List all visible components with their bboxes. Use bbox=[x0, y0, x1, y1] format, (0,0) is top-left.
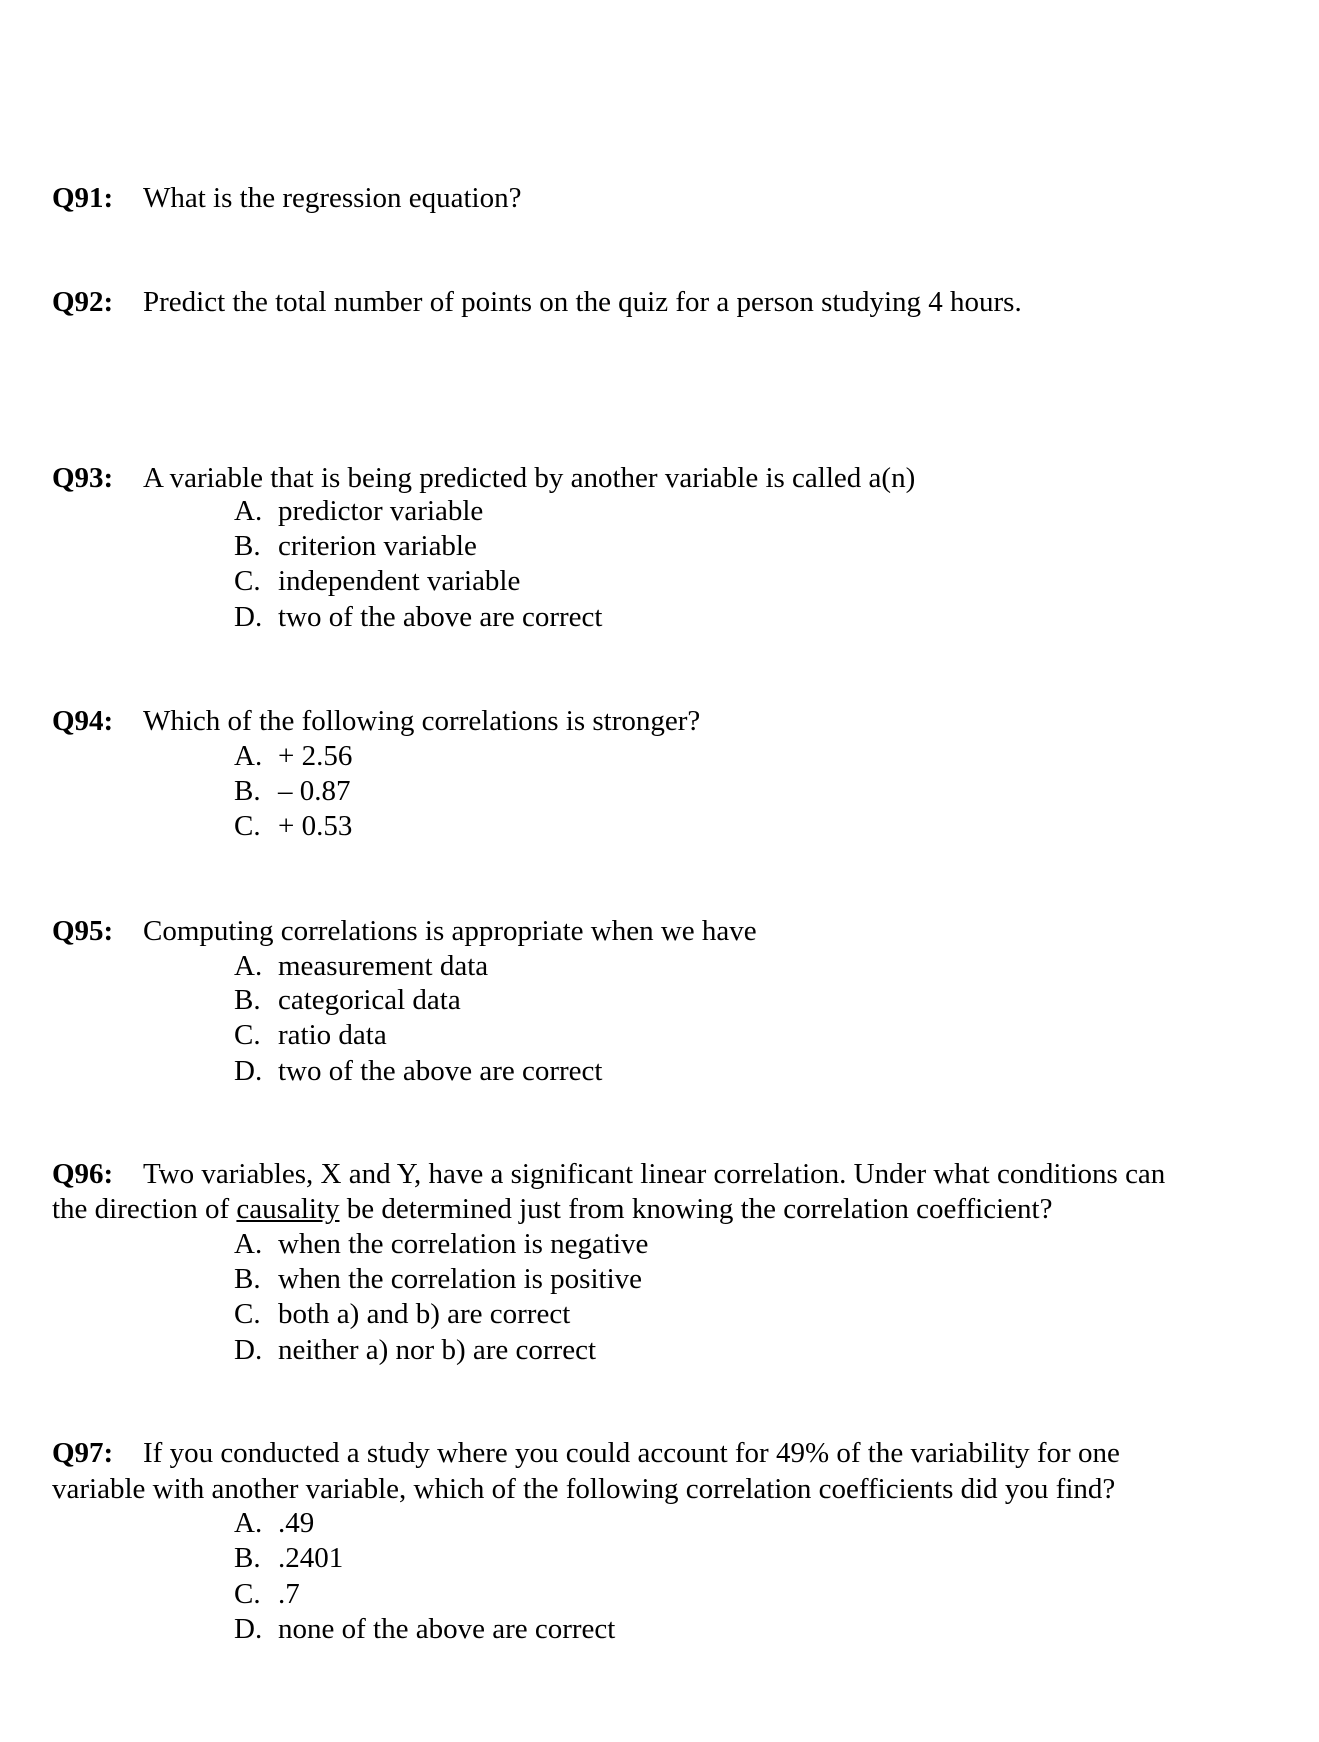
question-text: If you conducted a study where you could account for 49% of the variability for one bbox=[143, 1437, 1120, 1469]
underlined-word: causality bbox=[236, 1193, 340, 1225]
option-letter: D. bbox=[234, 1334, 263, 1366]
question-number: Q93: bbox=[52, 462, 114, 494]
option-letter: B. bbox=[234, 1542, 261, 1574]
question-text: A variable that is being predicted by another variable is called a(n) bbox=[143, 462, 916, 494]
option-text: independent variable bbox=[278, 565, 521, 597]
question-number: Q91: bbox=[52, 182, 114, 214]
option-text: when the correlation is negative bbox=[278, 1228, 649, 1260]
option-letter: B. bbox=[234, 984, 261, 1016]
option-letter: A. bbox=[234, 950, 263, 982]
option-letter: C. bbox=[234, 565, 261, 597]
option-letter: D. bbox=[234, 601, 263, 633]
option-text: neither a) nor b) are correct bbox=[278, 1334, 596, 1366]
option-text: criterion variable bbox=[278, 530, 477, 562]
option-letter: A. bbox=[234, 740, 263, 772]
question-text-continued bbox=[52, 1192, 1052, 1227]
question-number: Q97: bbox=[52, 1437, 114, 1469]
option-letter: B. bbox=[234, 1263, 261, 1295]
question-text: Which of the following correlations is stronger? bbox=[143, 705, 701, 737]
option-text: none of the above are correct bbox=[278, 1613, 616, 1645]
option-text: – 0.87 bbox=[278, 775, 351, 807]
option-letter: C. bbox=[234, 1298, 261, 1330]
option-letter: A. bbox=[234, 1228, 263, 1260]
option-text: .7 bbox=[278, 1578, 300, 1610]
option-text: .2401 bbox=[278, 1542, 344, 1574]
option-text: ratio data bbox=[278, 1019, 387, 1051]
option-letter: D. bbox=[234, 1055, 263, 1087]
option-text: + 2.56 bbox=[278, 740, 353, 772]
option-text: predictor variable bbox=[278, 495, 484, 527]
question-text: What is the regression equation? bbox=[143, 182, 522, 214]
option-letter: C. bbox=[234, 810, 261, 842]
question-text-continued: variable with another variable, which of the following correlation coefficients did you find? bbox=[52, 1473, 1116, 1505]
question-number: Q96: bbox=[52, 1158, 114, 1190]
option-text: categorical data bbox=[278, 984, 461, 1016]
option-letter: D. bbox=[234, 1613, 263, 1645]
option-text: two of the above are correct bbox=[278, 601, 603, 633]
question-number: Q94: bbox=[52, 705, 114, 737]
option-text: both a) and b) are correct bbox=[278, 1298, 571, 1330]
question-text: Predict the total number of points on the quiz for a person studying 4 hours. bbox=[143, 286, 1022, 318]
option-letter: C. bbox=[234, 1019, 261, 1051]
option-text: two of the above are correct bbox=[278, 1055, 603, 1087]
text-segment: the direction of bbox=[52, 1193, 237, 1225]
option-letter: A. bbox=[234, 495, 263, 527]
option-letter: C. bbox=[234, 1578, 261, 1610]
option-letter: B. bbox=[234, 775, 261, 807]
question-number: Q92: bbox=[52, 286, 114, 318]
question-text: Computing correlations is appropriate when we have bbox=[143, 915, 757, 947]
option-text: measurement data bbox=[278, 950, 489, 982]
option-letter: A. bbox=[234, 1507, 263, 1539]
question-number: Q95: bbox=[52, 915, 114, 947]
option-letter: B. bbox=[234, 530, 261, 562]
text-segment: be determined just from knowing the correlation coefficient? bbox=[339, 1193, 1053, 1225]
option-text: when the correlation is positive bbox=[278, 1263, 643, 1295]
option-text: + 0.53 bbox=[278, 810, 353, 842]
option-text: .49 bbox=[278, 1507, 315, 1539]
question-text: Two variables, X and Y, have a significant linear correlation. Under what conditions can bbox=[143, 1158, 1166, 1190]
